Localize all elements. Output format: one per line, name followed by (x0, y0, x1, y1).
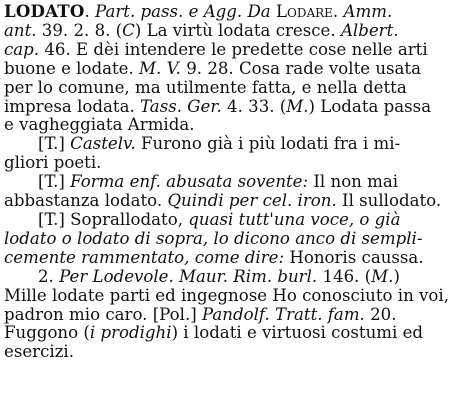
text-line (4, 98, 465, 117)
text-line (4, 192, 465, 211)
text-segment: ) Lodata passa (308, 96, 432, 116)
text-line (4, 135, 465, 154)
entry-lodato (4, 2, 465, 362)
text-line (4, 173, 465, 192)
text-segment: . (84, 2, 96, 21)
text-segment: impresa lodata. (4, 96, 141, 116)
text-line (4, 79, 465, 98)
text-segment: [T.] (38, 134, 71, 154)
text-segment: Mille lodate parti ed ingegnose Ho conosciuto in voi, (4, 285, 449, 305)
text-segment: Il non mai (308, 172, 399, 192)
text-line (4, 343, 465, 362)
text-segment: Castelv. (70, 134, 136, 154)
text-line (4, 60, 465, 79)
text-line (4, 2, 465, 22)
text-segment: padron mio caro. [Pol.] (4, 304, 202, 324)
text-segment: i prodighi (89, 323, 172, 343)
text-segment: 39. 2. 8. ( (36, 20, 123, 40)
headword: LODATO (4, 1, 85, 21)
text-segment: lodato o lodato di sopra, lo dicono anco di sempli- (4, 228, 423, 248)
text-segment: esercizi. (4, 342, 75, 362)
text-segment: . (332, 2, 344, 21)
text-segment: Tass. Ger. (140, 96, 222, 116)
text-segment: Pandolf. Tratt. fam. (201, 304, 365, 324)
text-line (4, 154, 465, 173)
text-segment: ) La virtù lodata cresce. (134, 20, 341, 40)
text-line (4, 324, 465, 343)
text-segment: Forma enf. abusata sovente: (70, 172, 309, 192)
text-segment: Da (247, 2, 271, 21)
text-segment: Per Lodevole. Maur. Rim. burl. (59, 266, 318, 286)
text-segment: Honoris caussa. (284, 247, 424, 267)
text-segment: ) i lodati e virtuosi costumi ed (171, 323, 424, 343)
text-segment: Quindi per cel. iron. (167, 191, 337, 211)
text-segment: [T.] (38, 172, 71, 192)
text-line (4, 116, 465, 135)
text-segment: 20. (364, 304, 397, 324)
text-line (4, 22, 465, 41)
text-line (4, 249, 465, 268)
text-segment: Albert. (340, 20, 399, 40)
text-segment: cap. (4, 39, 40, 59)
text-segment: abbastanza lodato. (4, 191, 168, 211)
text-segment: e vagheggiata Armida. (4, 115, 195, 135)
text-segment: M. (371, 266, 394, 286)
text-segment: ant. (4, 20, 37, 40)
text-segment: Lodare (275, 2, 333, 21)
text-line (4, 41, 465, 60)
text-segment: 2. (38, 266, 60, 286)
text-segment: cemente rammentato, come dire: (4, 247, 285, 267)
text-segment: gliori poeti. (4, 153, 102, 173)
text-segment: buone e lodate. (4, 58, 140, 78)
text-segment: M. (286, 96, 309, 116)
text-segment: [T.] Soprallodato, (38, 209, 189, 229)
text-segment: 9. 28. Cosa rade volte usata (180, 58, 421, 78)
text-segment: 4. 33. ( (221, 96, 287, 116)
text-segment: 146. ( (317, 266, 372, 286)
text-segment: Il sullodato. (336, 191, 442, 211)
text-segment: ) (393, 266, 400, 286)
text-line (4, 287, 465, 306)
text-segment: M. V. (139, 58, 181, 78)
text-segment: Part. pass. e Agg. (95, 2, 243, 21)
text-segment: per lo comune, ma utilmente fatta, e nella detta (4, 77, 407, 97)
text-line (4, 306, 465, 325)
text-line (4, 230, 465, 249)
text-segment: quasi tutt'una voce, o già (188, 209, 401, 229)
text-segment: Furono già i più lodati fra i mi- (135, 134, 401, 154)
text-segment: C (122, 20, 135, 40)
text-line (4, 211, 465, 230)
text-segment: Fuggono ( (4, 323, 90, 343)
text-segment: Amm. (343, 2, 393, 21)
text-line (4, 268, 465, 287)
text-segment: 46. E dèi intendere le predette cose nelle arti (39, 39, 428, 59)
